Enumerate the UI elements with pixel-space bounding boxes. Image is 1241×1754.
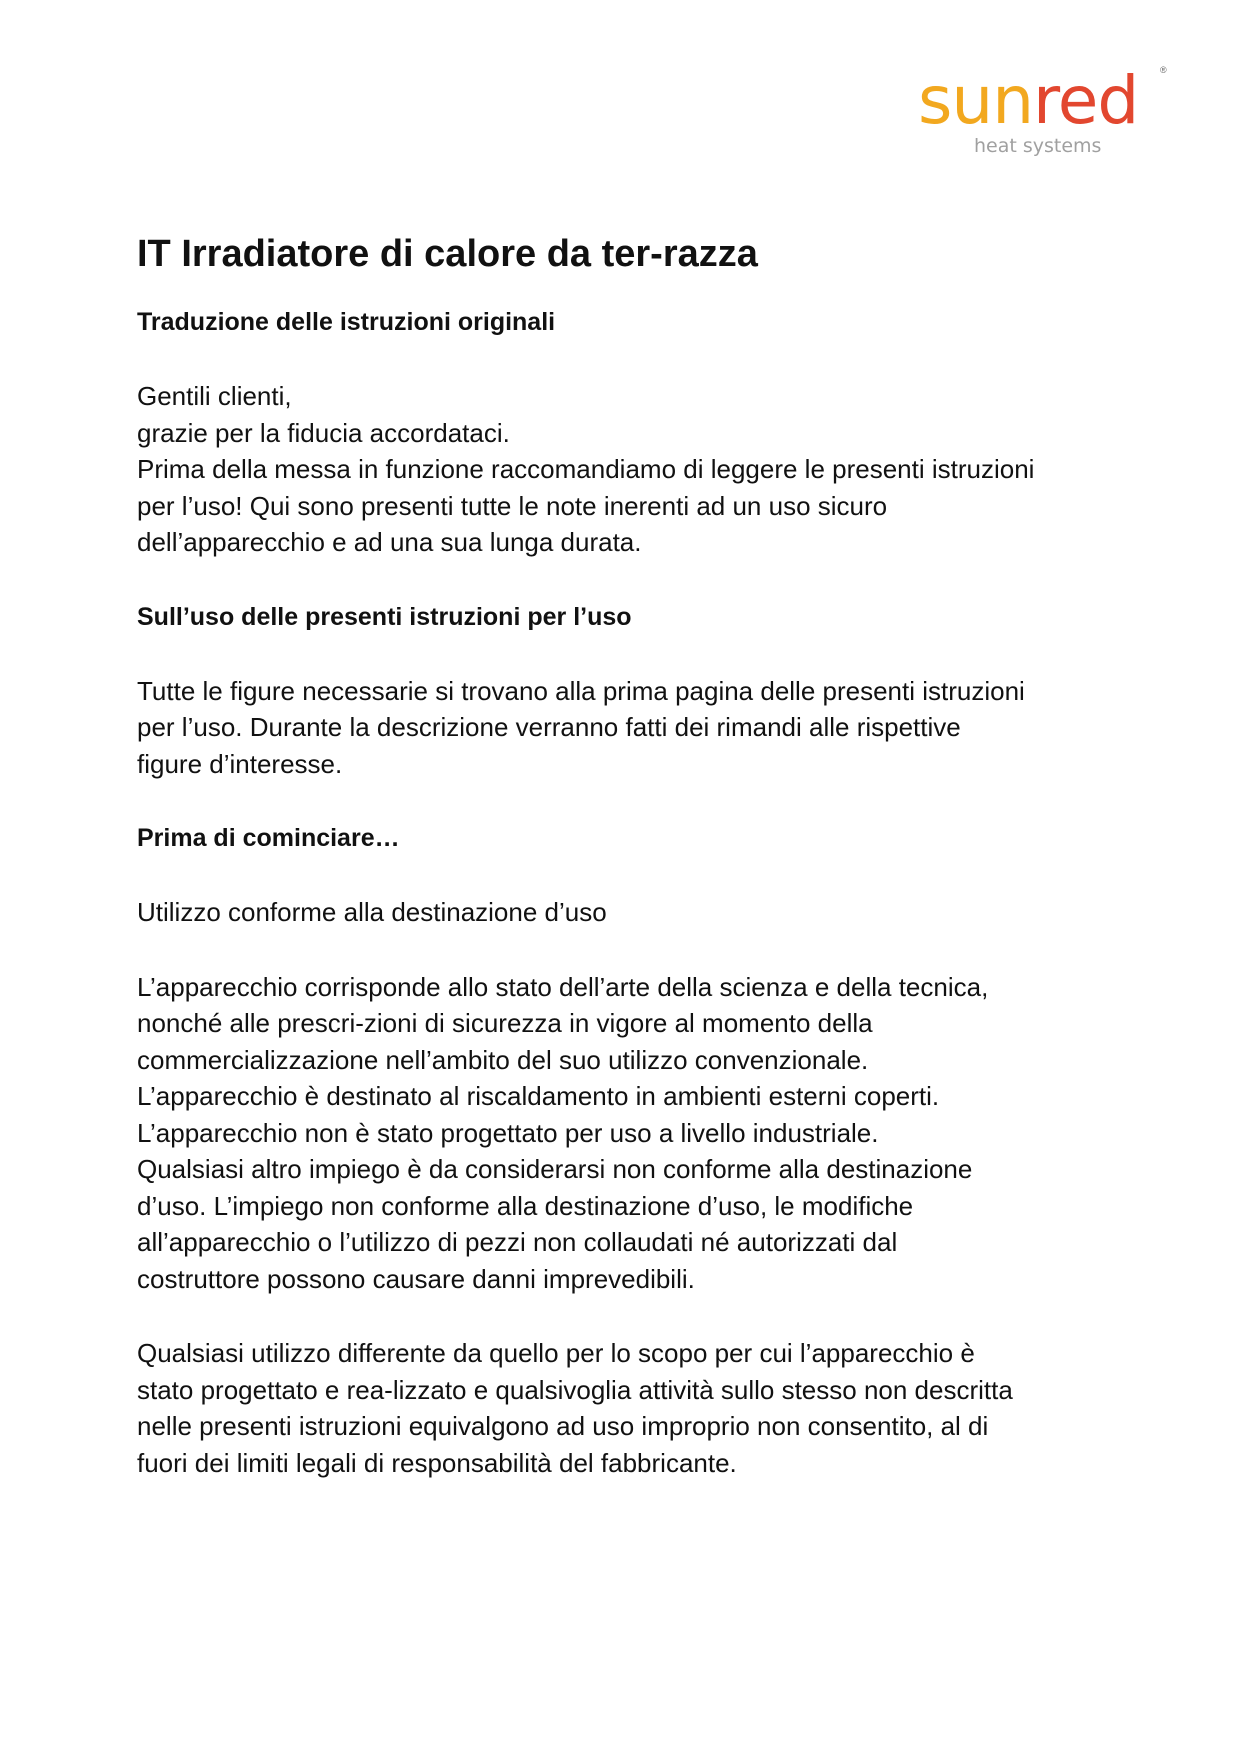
text-line: Qualsiasi utilizzo differente da quello per lo scopo per cui l’apparecchio è [137, 1338, 975, 1368]
text-line: fuori dei limiti legali di responsabilità del fabbricante. [137, 1447, 737, 1478]
intended-use-paragraph [137, 969, 1127, 1298]
text-line: grazie per la fiducia accordataci. [137, 417, 510, 448]
sunred-logo [918, 62, 1168, 162]
intro-paragraph [137, 378, 1127, 561]
logo-word-red: red [1033, 62, 1139, 139]
section-subheading-intended-use [137, 894, 1127, 931]
logo-tagline: heat systems [974, 135, 1102, 157]
document-title: IT Irradiatore di calore da ter-razza [137, 233, 758, 275]
logo-wordmark [918, 62, 1138, 140]
text-line: costruttore possono causare danni imprevedibili. [137, 1263, 695, 1294]
text-line: Tutte le figure necessarie si trovano alla prima pagina delle presenti istruzioni [137, 675, 1025, 706]
text-line: L’apparecchio corrisponde allo stato dell’arte della scienza e della tecnica, [137, 971, 989, 1002]
text-line: nelle presenti istruzioni equivalgono ad uso improprio non consentito, al di [137, 1411, 989, 1441]
section-usage-paragraph [137, 673, 1127, 783]
text-line: Qualsiasi altro impiego è da considerarsi non conforme alla destinazione [137, 1154, 973, 1184]
text-line: d’uso. L’impiego non conforme alla destinazione d’uso, le modifiche [137, 1190, 914, 1221]
text-line: Gentili clienti, [137, 381, 292, 411]
section-heading-before-start: Prima di cominciare… [137, 824, 400, 852]
text-line: commercializzazione nell’ambito del suo utilizzo convenzionale. [137, 1044, 869, 1075]
text-line: L’apparecchio è destinato al riscaldamento in ambienti esterni coperti. [137, 1081, 940, 1111]
text-line: L’apparecchio non è stato progettato per uso a livello industriale. [137, 1117, 879, 1148]
text-line: dell’apparecchio e ad una sua lunga durata. [137, 527, 642, 557]
document-subtitle: Traduzione delle istruzioni originali [137, 308, 556, 336]
text-line: all’apparecchio o l’utilizzo di pezzi non collaudati né autorizzati dal [137, 1227, 898, 1257]
section-heading-usage: Sull’uso delle presenti istruzioni per l’uso [137, 602, 632, 631]
text-line: nonché alle prescri-zioni di sicurezza in vigore al momento della [137, 1008, 873, 1038]
text-line: Prima della messa in funzione raccomandiamo di leggere le presenti istruzioni [137, 454, 1035, 484]
text-line: stato progettato e rea-lizzato e qualsivoglia attività sullo stesso non descritta [137, 1374, 1013, 1405]
text-line: per l’uso. Durante la descrizione verranno fatti dei rimandi alle rispettive [137, 712, 961, 742]
registered-mark: ® [1160, 65, 1167, 75]
text-line: Utilizzo conforme alla destinazione d’uso [137, 897, 607, 927]
text-line: per l’uso! Qui sono presenti tutte le note inerenti ad un uso sicuro [137, 490, 888, 521]
improper-use-paragraph [137, 1335, 1127, 1481]
document-body [137, 228, 1127, 1481]
text-line: figure d’interesse. [137, 748, 343, 779]
logo-word-sun: sun [918, 62, 1034, 139]
